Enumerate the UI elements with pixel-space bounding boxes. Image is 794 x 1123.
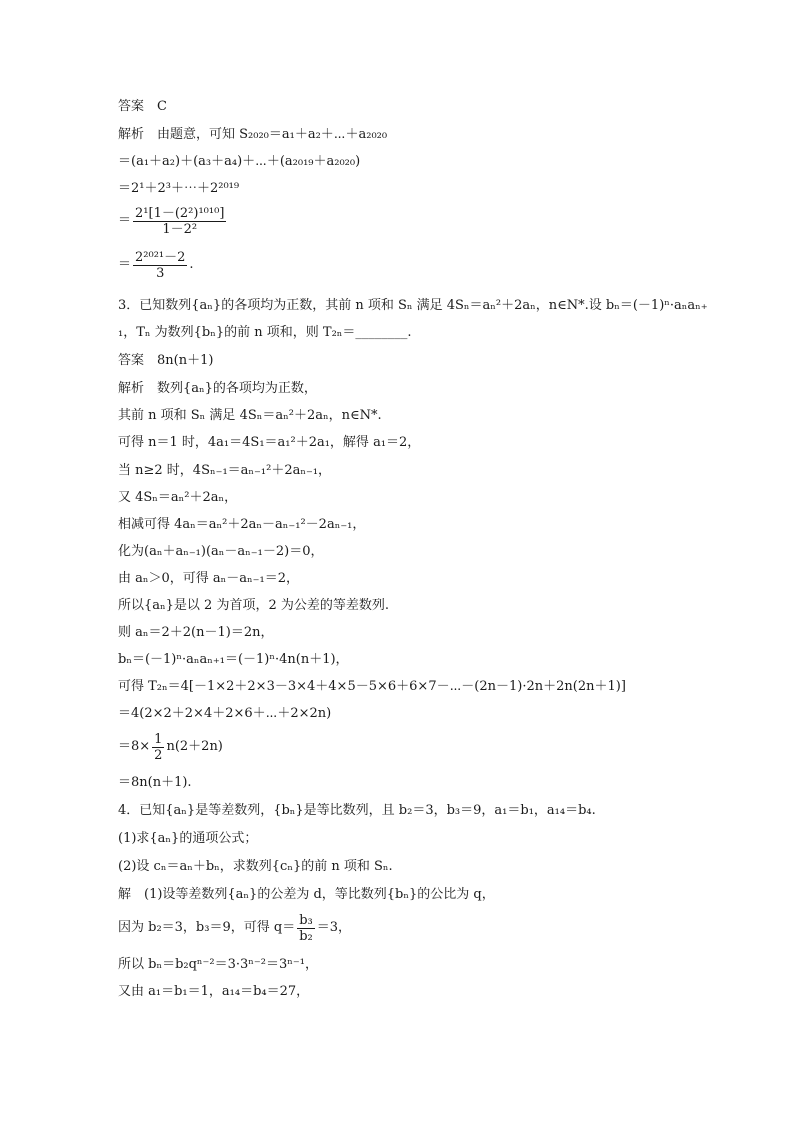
p3-sol-8: 由 aₙ＞0，可得 aₙ－aₙ₋₁＝2， xyxy=(118,571,300,586)
solution-line-3: ＝2¹＋2³＋⋯＋2²⁰¹⁹ xyxy=(118,181,240,196)
fraction-prefix: ＝ xyxy=(118,213,132,228)
p3-sol-2: 其前 n 项和 Sₙ 满足 4Sₙ＝aₙ²＋2aₙ，n∈N*. xyxy=(118,408,382,423)
p4-sol-2 xyxy=(118,908,351,948)
p3-sol-3: 可得 n＝1 时，4a₁＝4S₁＝a₁²＋2a₁，解得 a₁＝2， xyxy=(118,435,421,450)
fraction-denominator: 1－2² xyxy=(162,221,198,237)
fraction-prefix: ＝ xyxy=(118,257,132,272)
p3-sol-6: 相减可得 4aₙ＝aₙ²＋2aₙ－aₙ₋₁²－2aₙ₋₁， xyxy=(118,517,366,532)
fraction-suffix: . xyxy=(189,257,194,272)
fraction-numerator: 2¹[1－(2²)¹⁰¹⁰] xyxy=(135,205,225,221)
fraction-suffix: n(2＋2n) xyxy=(166,739,223,754)
problem-3-line-2: ₁，Tₙ 为数列{bₙ}的前 n 项和，则 T₂ₙ＝________. xyxy=(118,325,412,340)
fraction-prefix: 因为 b₂＝3，b₃＝9，可得 q＝ xyxy=(118,920,296,935)
fraction xyxy=(152,732,164,763)
fraction-suffix: ＝3， xyxy=(316,920,352,935)
p4-sol-4: 又由 a₁＝b₁＝1，a₁₄＝b₄＝27， xyxy=(118,984,310,999)
fraction-denominator: 3 xyxy=(156,265,165,281)
fraction-numerator: b₃ xyxy=(299,912,313,928)
solution-line-1: 解析 由题意，可知 S₂₀₂₀＝a₁＋a₂＋⋯＋a₂₀₂₀ xyxy=(118,127,388,142)
p4-sol-3: 所以 bₙ＝b₂qⁿ⁻²＝3·3ⁿ⁻²＝3ⁿ⁻¹， xyxy=(118,957,318,972)
p3-sol-4: 当 n≥2 时，4Sₙ₋₁＝aₙ₋₁²＋2aₙ₋₁， xyxy=(118,463,332,478)
problem-4-part-2: (2)设 cₙ＝aₙ＋bₙ，求数列{cₙ}的前 n 项和 Sₙ. xyxy=(118,859,393,874)
fraction-numerator: 2²⁰²¹－2 xyxy=(135,249,186,265)
problem-3-line-1: 3．已知数列{aₙ}的各项均为正数，其前 n 项和 Sₙ 满足 4Sₙ＝aₙ²＋2aₙ，n∈N*.设 bₙ＝(－1)ⁿ·aₙaₙ₊ xyxy=(118,298,708,313)
problem-4-line-1: 4．已知{aₙ}是等差数列，{bₙ}是等比数列，且 b₂＝3，b₃＝9，a₁＝b₁，a₁₄＝b₄. xyxy=(118,803,596,818)
fraction xyxy=(133,206,226,237)
p3-sol-15: ＝8n(n＋1). xyxy=(118,775,192,790)
fraction xyxy=(297,913,315,944)
p3-sol-7: 化为(aₙ＋aₙ₋₁)(aₙ－aₙ₋₁－2)＝0， xyxy=(118,544,324,559)
answer-label-3: 答案 8n(n＋1) xyxy=(118,353,214,368)
p3-sol-9: 所以{aₙ}是以 2 为首项，2 为公差的等差数列. xyxy=(118,598,389,613)
p3-sol-10: 则 aₙ＝2＋2(n－1)＝2n， xyxy=(118,625,274,640)
p3-sol-12: 可得 T₂ₙ＝4[－1×2＋2×3－3×4＋4×5－5×6＋6×7－⋯－(2n－1)·2n＋2n(2n＋1)] xyxy=(118,679,626,694)
solution-fraction-1 xyxy=(118,201,228,241)
fraction-numerator: 1 xyxy=(154,731,163,747)
fraction-denominator: 2 xyxy=(154,747,163,763)
p4-sol-1: 解 (1)设等差数列{aₙ}的公差为 d，等比数列{bₙ}的公比为 q， xyxy=(118,887,495,902)
fraction xyxy=(133,250,187,281)
p3-sol-1: 解析 数列{aₙ}的各项均为正数， xyxy=(118,381,317,396)
answer-label-1: 答案 C xyxy=(118,99,167,114)
fraction-denominator: b₂ xyxy=(299,928,313,944)
fraction-prefix: ＝8× xyxy=(118,739,151,754)
p3-sol-13: ＝4(2×2＋2×4＋2×6＋⋯＋2×2n) xyxy=(118,706,332,721)
solution-line-2: ＝(a₁＋a₂)＋(a₃＋a₄)＋⋯＋(a₂₀₁₉＋a₂₀₂₀) xyxy=(118,154,361,169)
solution-fraction-2 xyxy=(118,245,194,285)
problem-4-part-1: (1)求{aₙ}的通项公式； xyxy=(118,831,258,846)
p3-sol-5: 又 4Sₙ＝aₙ²＋2aₙ， xyxy=(118,490,238,505)
p3-sol-14 xyxy=(118,727,223,767)
p3-sol-11: bₙ＝(－1)ⁿ·aₙaₙ₊₁＝(－1)ⁿ·4n(n＋1)， xyxy=(118,652,349,667)
